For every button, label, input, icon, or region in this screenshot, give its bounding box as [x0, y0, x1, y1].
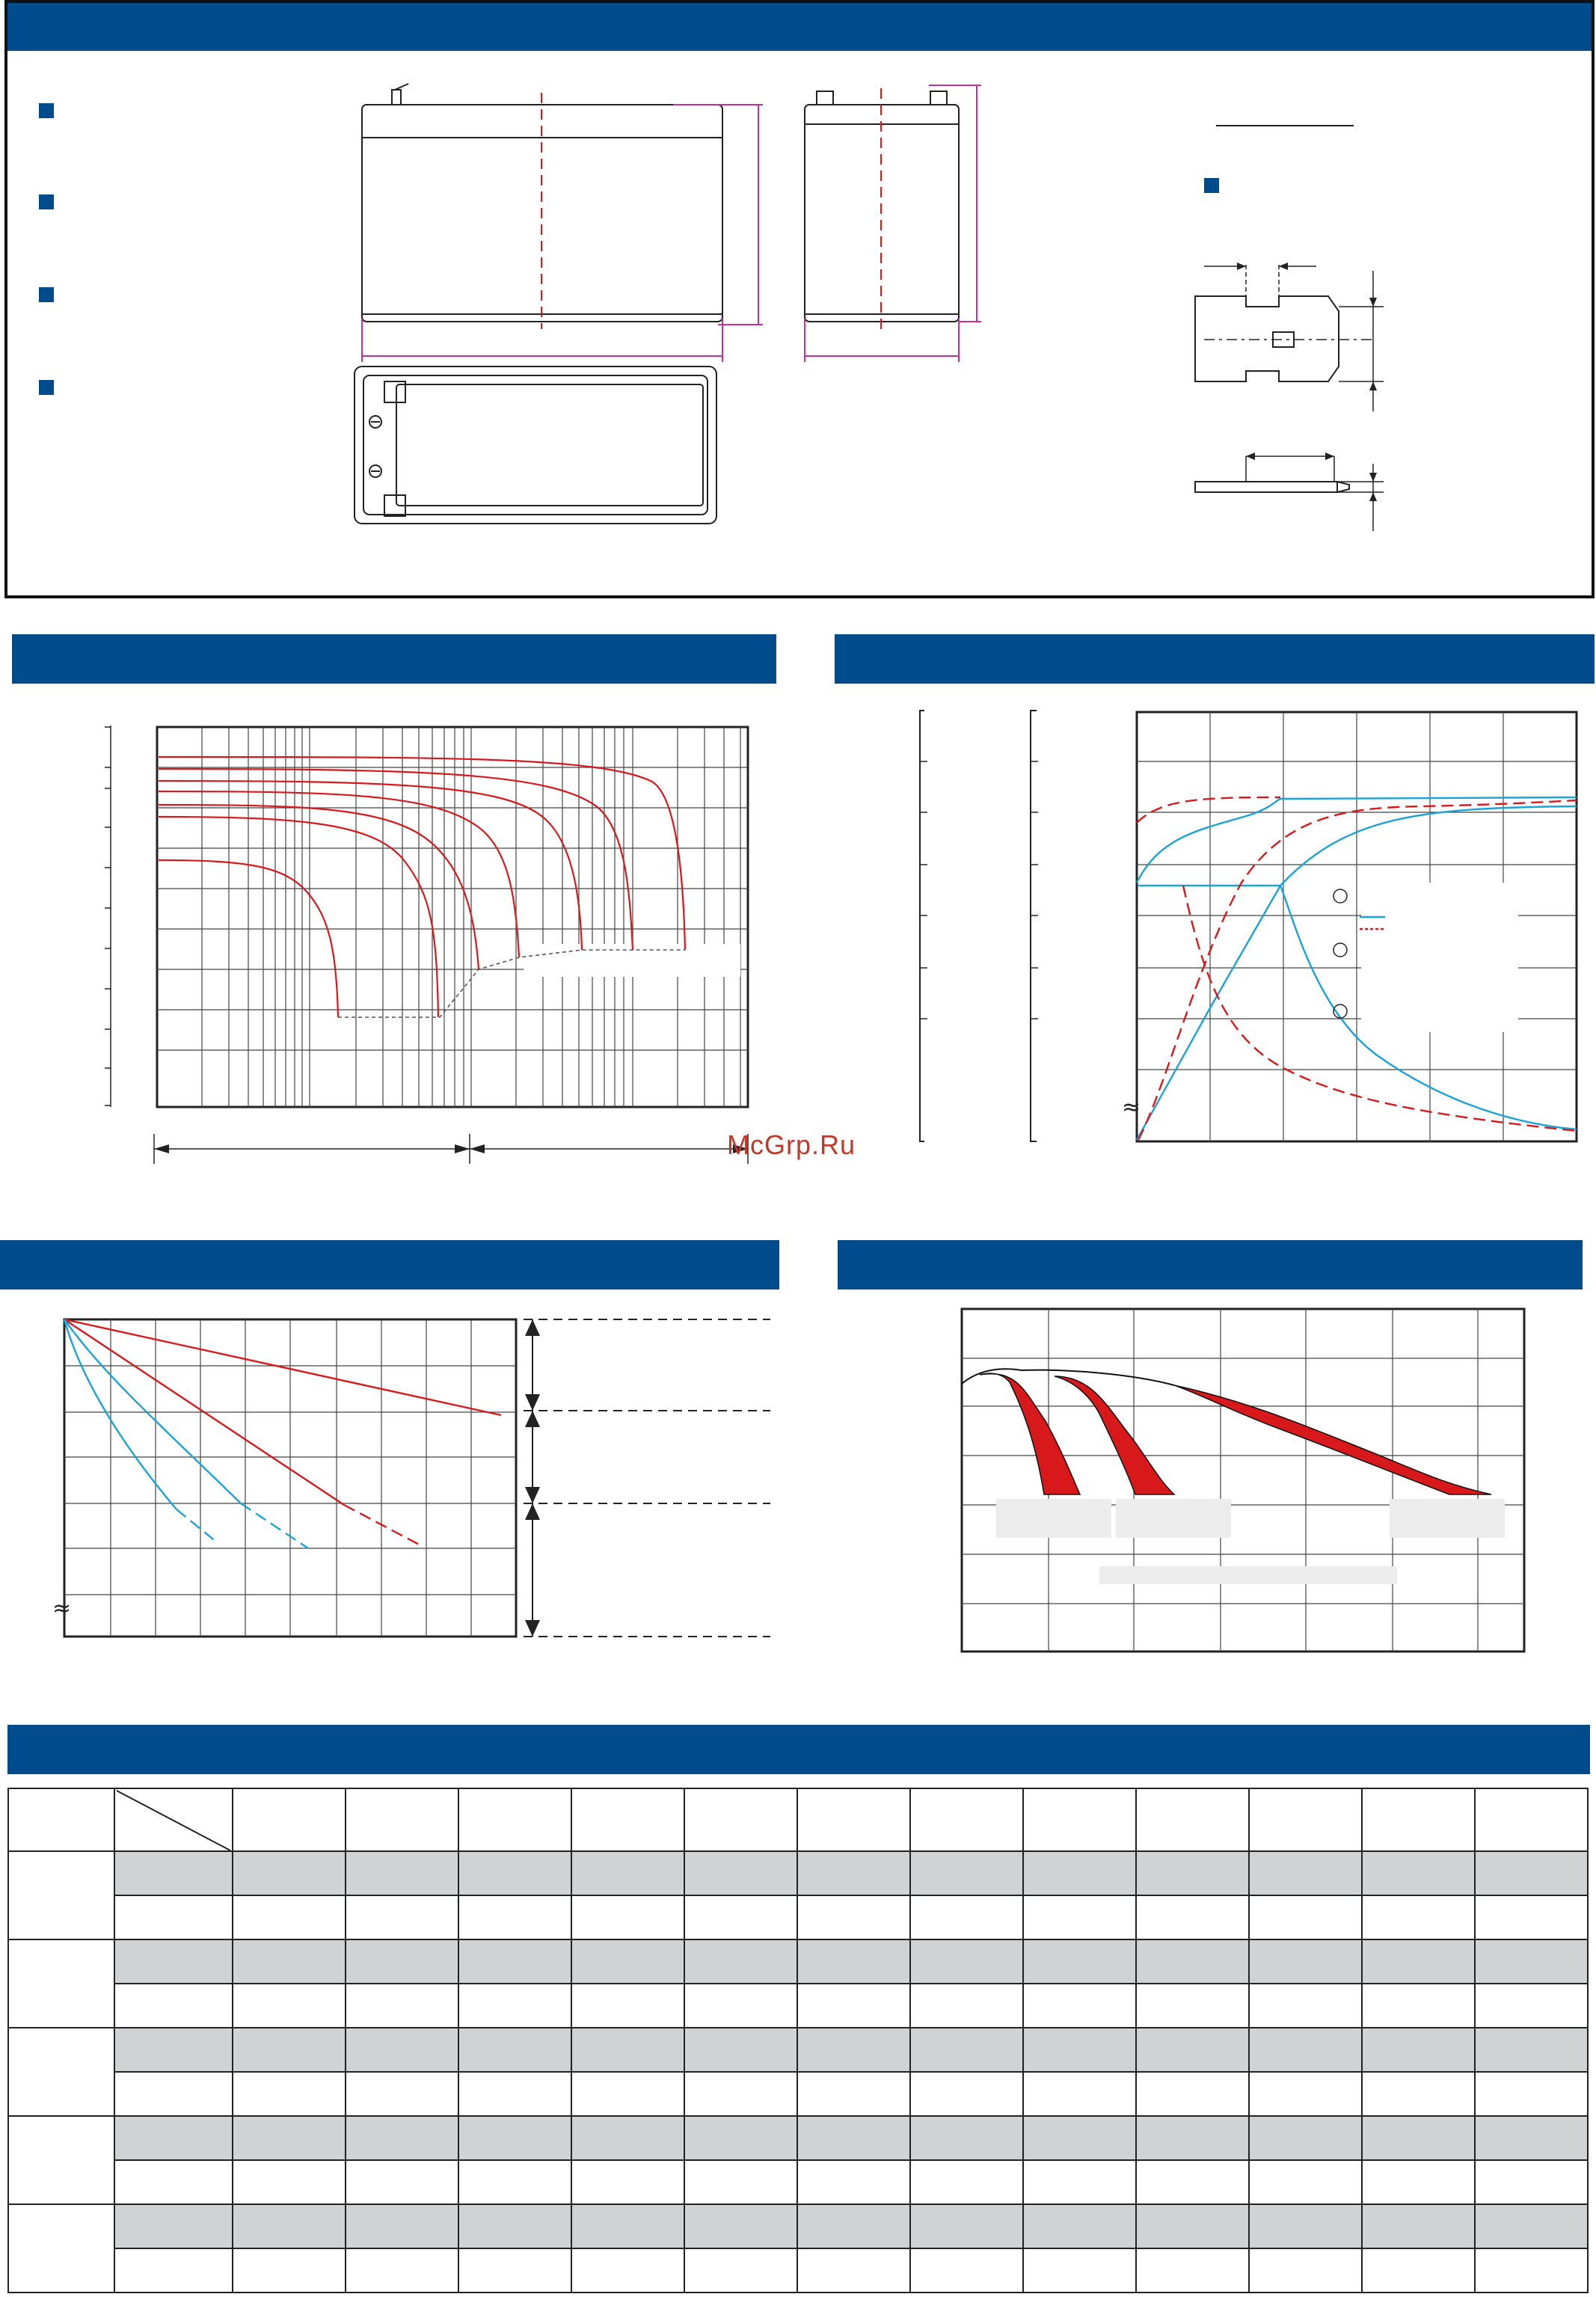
- table-row: [8, 1851, 1588, 1895]
- battery-dimension-drawing: [0, 0, 1596, 598]
- discharge-data-table: [7, 1788, 1589, 2293]
- table-group-label: [8, 2116, 114, 2204]
- table-group-label: [8, 2028, 114, 2116]
- table-column-header: [1362, 1788, 1475, 1851]
- table-group-label: [8, 1851, 114, 1939]
- table-group-label: [8, 2204, 114, 2293]
- table-column-header: [1249, 1788, 1362, 1851]
- discharge-characteristics-chart: [0, 703, 793, 1189]
- table-column-header: [797, 1788, 910, 1851]
- header-discharge-table: [7, 1725, 1590, 1774]
- table-column-header: [1023, 1788, 1136, 1851]
- charging-characteristics-chart: [897, 696, 1596, 1159]
- svg-text:≈: ≈: [1122, 1094, 1141, 1120]
- table-row: [8, 1984, 1588, 2028]
- table-group-label: [8, 1939, 114, 2028]
- header-charging-characteristics: [835, 634, 1595, 684]
- table-column-header: [233, 1788, 346, 1851]
- watermark-text: McGrp.Ru: [727, 1129, 856, 1160]
- table-column-header: [1136, 1788, 1249, 1851]
- table-column-header: [910, 1788, 1023, 1851]
- table-row: [8, 2116, 1588, 2160]
- header-self-discharge: [0, 1240, 779, 1289]
- table-row: [8, 2204, 1588, 2248]
- table-row: [8, 2028, 1588, 2072]
- table-column-header: [571, 1788, 684, 1851]
- table-row: [8, 1895, 1588, 1939]
- table-row: [8, 2160, 1588, 2204]
- header-discharge-characteristics: [12, 634, 776, 684]
- table-corner-cell: [8, 1788, 114, 1851]
- table-row: [8, 1939, 1588, 1984]
- table-row: [8, 2248, 1588, 2293]
- table-diagonal-header: [114, 1788, 233, 1851]
- table-column-header: [1475, 1788, 1588, 1851]
- table-column-header: [684, 1788, 797, 1851]
- table-header-row: [8, 1788, 1588, 1851]
- header-temperature-effects: [838, 1240, 1583, 1289]
- self-discharge-chart: [0, 1301, 793, 1653]
- table-row: [8, 2072, 1588, 2116]
- temperature-capacity-chart: [950, 1301, 1548, 1660]
- svg-text:≈: ≈: [52, 1595, 72, 1622]
- table-column-header: [458, 1788, 571, 1851]
- table-column-header: [346, 1788, 458, 1851]
